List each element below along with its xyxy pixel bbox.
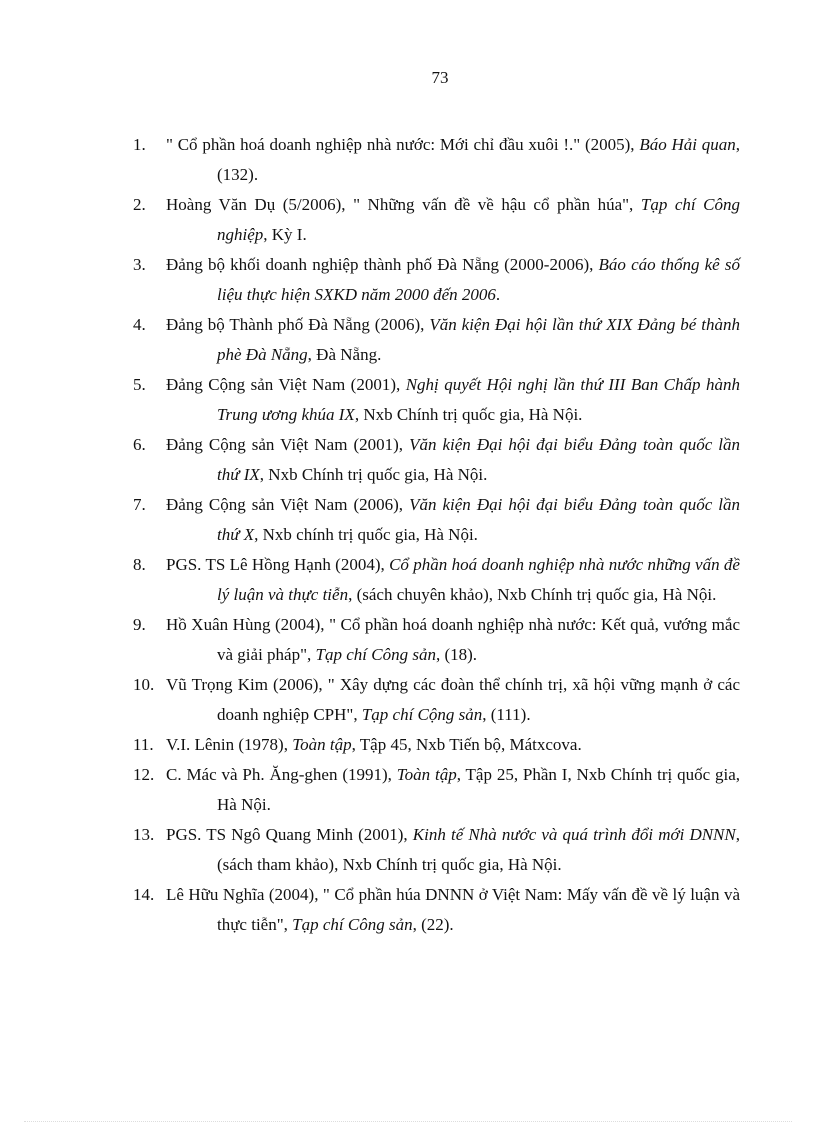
reference-item	[133, 430, 740, 490]
reference-number: 7.	[133, 495, 146, 514]
reference-number: 2.	[133, 195, 146, 214]
reference-title: Báo Hải quan	[639, 135, 736, 154]
reference-text: Đảng Cộng sản Việt Nam (2001),	[166, 435, 410, 454]
reference-text: , (22).	[412, 915, 454, 934]
reference-text: , Kỳ I.	[263, 225, 307, 244]
reference-item	[133, 130, 740, 190]
reference-title: Tạp chí Công sản	[292, 915, 413, 934]
reference-text: Vũ Trọng Kim (2006), " Xây dựng các đoàn thể chính trị, xã hội vững mạnh ở các doanh nghiệp CPH",	[166, 675, 740, 724]
reference-text: Đảng Cộng sản Việt Nam (2001),	[166, 375, 406, 394]
reference-title: Tạp chí Cộng sản	[361, 705, 483, 724]
reference-text: , Tập 45, Nxb Tiến bộ, Mátxcova.	[351, 735, 582, 754]
reference-item	[133, 370, 740, 430]
reference-text: C. Mác và Ph. Ăng-ghen (1991),	[166, 765, 397, 784]
reference-item	[133, 310, 740, 370]
reference-text: , (sách tham khảo), Nxb Chính trị quốc gia, Hà Nội.	[217, 825, 740, 874]
reference-text: Đảng bộ Thành phố Đà Nẵng (2006),	[166, 315, 430, 334]
reference-title: Tạp chí Công sản	[315, 645, 436, 664]
reference-item	[133, 760, 740, 820]
reference-item	[133, 880, 740, 940]
reference-text: , (18).	[435, 645, 478, 664]
reference-text: PGS. TS Ngô Quang Minh (2001),	[166, 825, 413, 844]
reference-text: , (sách chuyên khảo), Nxb Chính trị quốc gia, Hà Nội.	[348, 585, 717, 604]
reference-item	[133, 190, 740, 250]
reference-text: .	[495, 285, 501, 304]
reference-text: Đảng bộ khối doanh nghiệp thành phố Đà Nẵng (2000-2006),	[166, 255, 599, 274]
reference-number: 3.	[133, 255, 146, 274]
reference-item	[133, 490, 740, 550]
bottom-divider	[24, 1121, 792, 1122]
reference-item	[133, 730, 740, 760]
reference-number: 12.	[133, 765, 155, 784]
reference-title: Báo cáo thống kê số liệu thực hiện SXKD năm 2000 đến 2006	[217, 255, 740, 304]
reference-item	[133, 250, 740, 310]
reference-title: Toàn tập	[292, 735, 352, 754]
reference-item	[133, 670, 740, 730]
reference-text: , (132).	[217, 135, 740, 184]
reference-list	[133, 130, 740, 940]
reference-text: , Nxb chính trị quốc gia, Hà Nội.	[254, 525, 478, 544]
reference-number: 8.	[133, 555, 146, 574]
reference-number: 6.	[133, 435, 146, 454]
reference-title: Nghị quyết Hội nghị lần thứ III Ban Chấp hành Trung ương khúa IX	[217, 375, 740, 424]
reference-number: 10.	[133, 675, 155, 694]
page-number: 73	[431, 68, 449, 87]
reference-number: 1.	[133, 135, 146, 154]
reference-title: Toàn tập	[396, 765, 457, 784]
reference-item	[133, 550, 740, 610]
reference-title: Văn kiện Đại hội đại biểu Đảng toàn quốc lần thứ IX	[217, 435, 740, 484]
reference-title: Văn kiện Đại hội lần thứ XIX Đảng bé thành phè Đà Nẵng	[217, 315, 740, 364]
reference-text: Hồ Xuân Hùng (2004), " Cổ phần hoá doanh nghiệp nhà nước: Kết quả, vướng mắc và giải pháp",	[166, 615, 740, 664]
reference-item	[133, 820, 740, 880]
reference-text: " Cổ phần hoá doanh nghiệp nhà nước: Mới chỉ đầu xuôi !." (2005),	[166, 135, 640, 154]
reference-text: V.I. Lênin (1978),	[166, 735, 293, 754]
reference-text: Lê Hữu Nghĩa (2004), " Cổ phần húa DNNN ở Việt Nam: Mấy vấn đề về lý luận và thực tiễn",	[166, 885, 740, 934]
reference-text: , Tập 25, Phần I, Nxb Chính trị quốc gia, Hà Nội.	[217, 765, 740, 814]
reference-title: Kinh tế Nhà nước và quá trình đổi mới DNNN	[412, 825, 736, 844]
reference-title: Văn kiện Đại hội đại biểu Đảng toàn quốc lần thứ X	[217, 495, 740, 544]
reference-title: Cổ phần hoá doanh nghiệp nhà nước những vấn đề lý luận và thực tiễn	[217, 555, 740, 604]
reference-number: 4.	[133, 315, 146, 334]
reference-item	[133, 610, 740, 670]
reference-text: , Nxb Chính trị quốc gia, Hà Nội.	[259, 465, 488, 484]
reference-number: 14.	[133, 885, 155, 904]
reference-number: 9.	[133, 615, 146, 634]
reference-text: PGS. TS Lê Hồng Hạnh (2004),	[166, 555, 390, 574]
reference-text: Hoàng Văn Dụ (5/2006), " Những vấn đề về hậu cổ phần húa",	[166, 195, 641, 214]
reference-text: , Đà Nẵng.	[307, 345, 382, 364]
reference-number: 5.	[133, 375, 146, 394]
reference-text: Đảng Cộng sản Việt Nam (2006),	[166, 495, 410, 514]
reference-number: 13.	[133, 825, 155, 844]
reference-text: , Nxb Chính trị quốc gia, Hà Nội.	[354, 405, 583, 424]
reference-text: , (111).	[482, 705, 531, 724]
reference-title: Tạp chí Công nghiệp	[217, 195, 740, 244]
reference-number: 11.	[133, 735, 154, 754]
